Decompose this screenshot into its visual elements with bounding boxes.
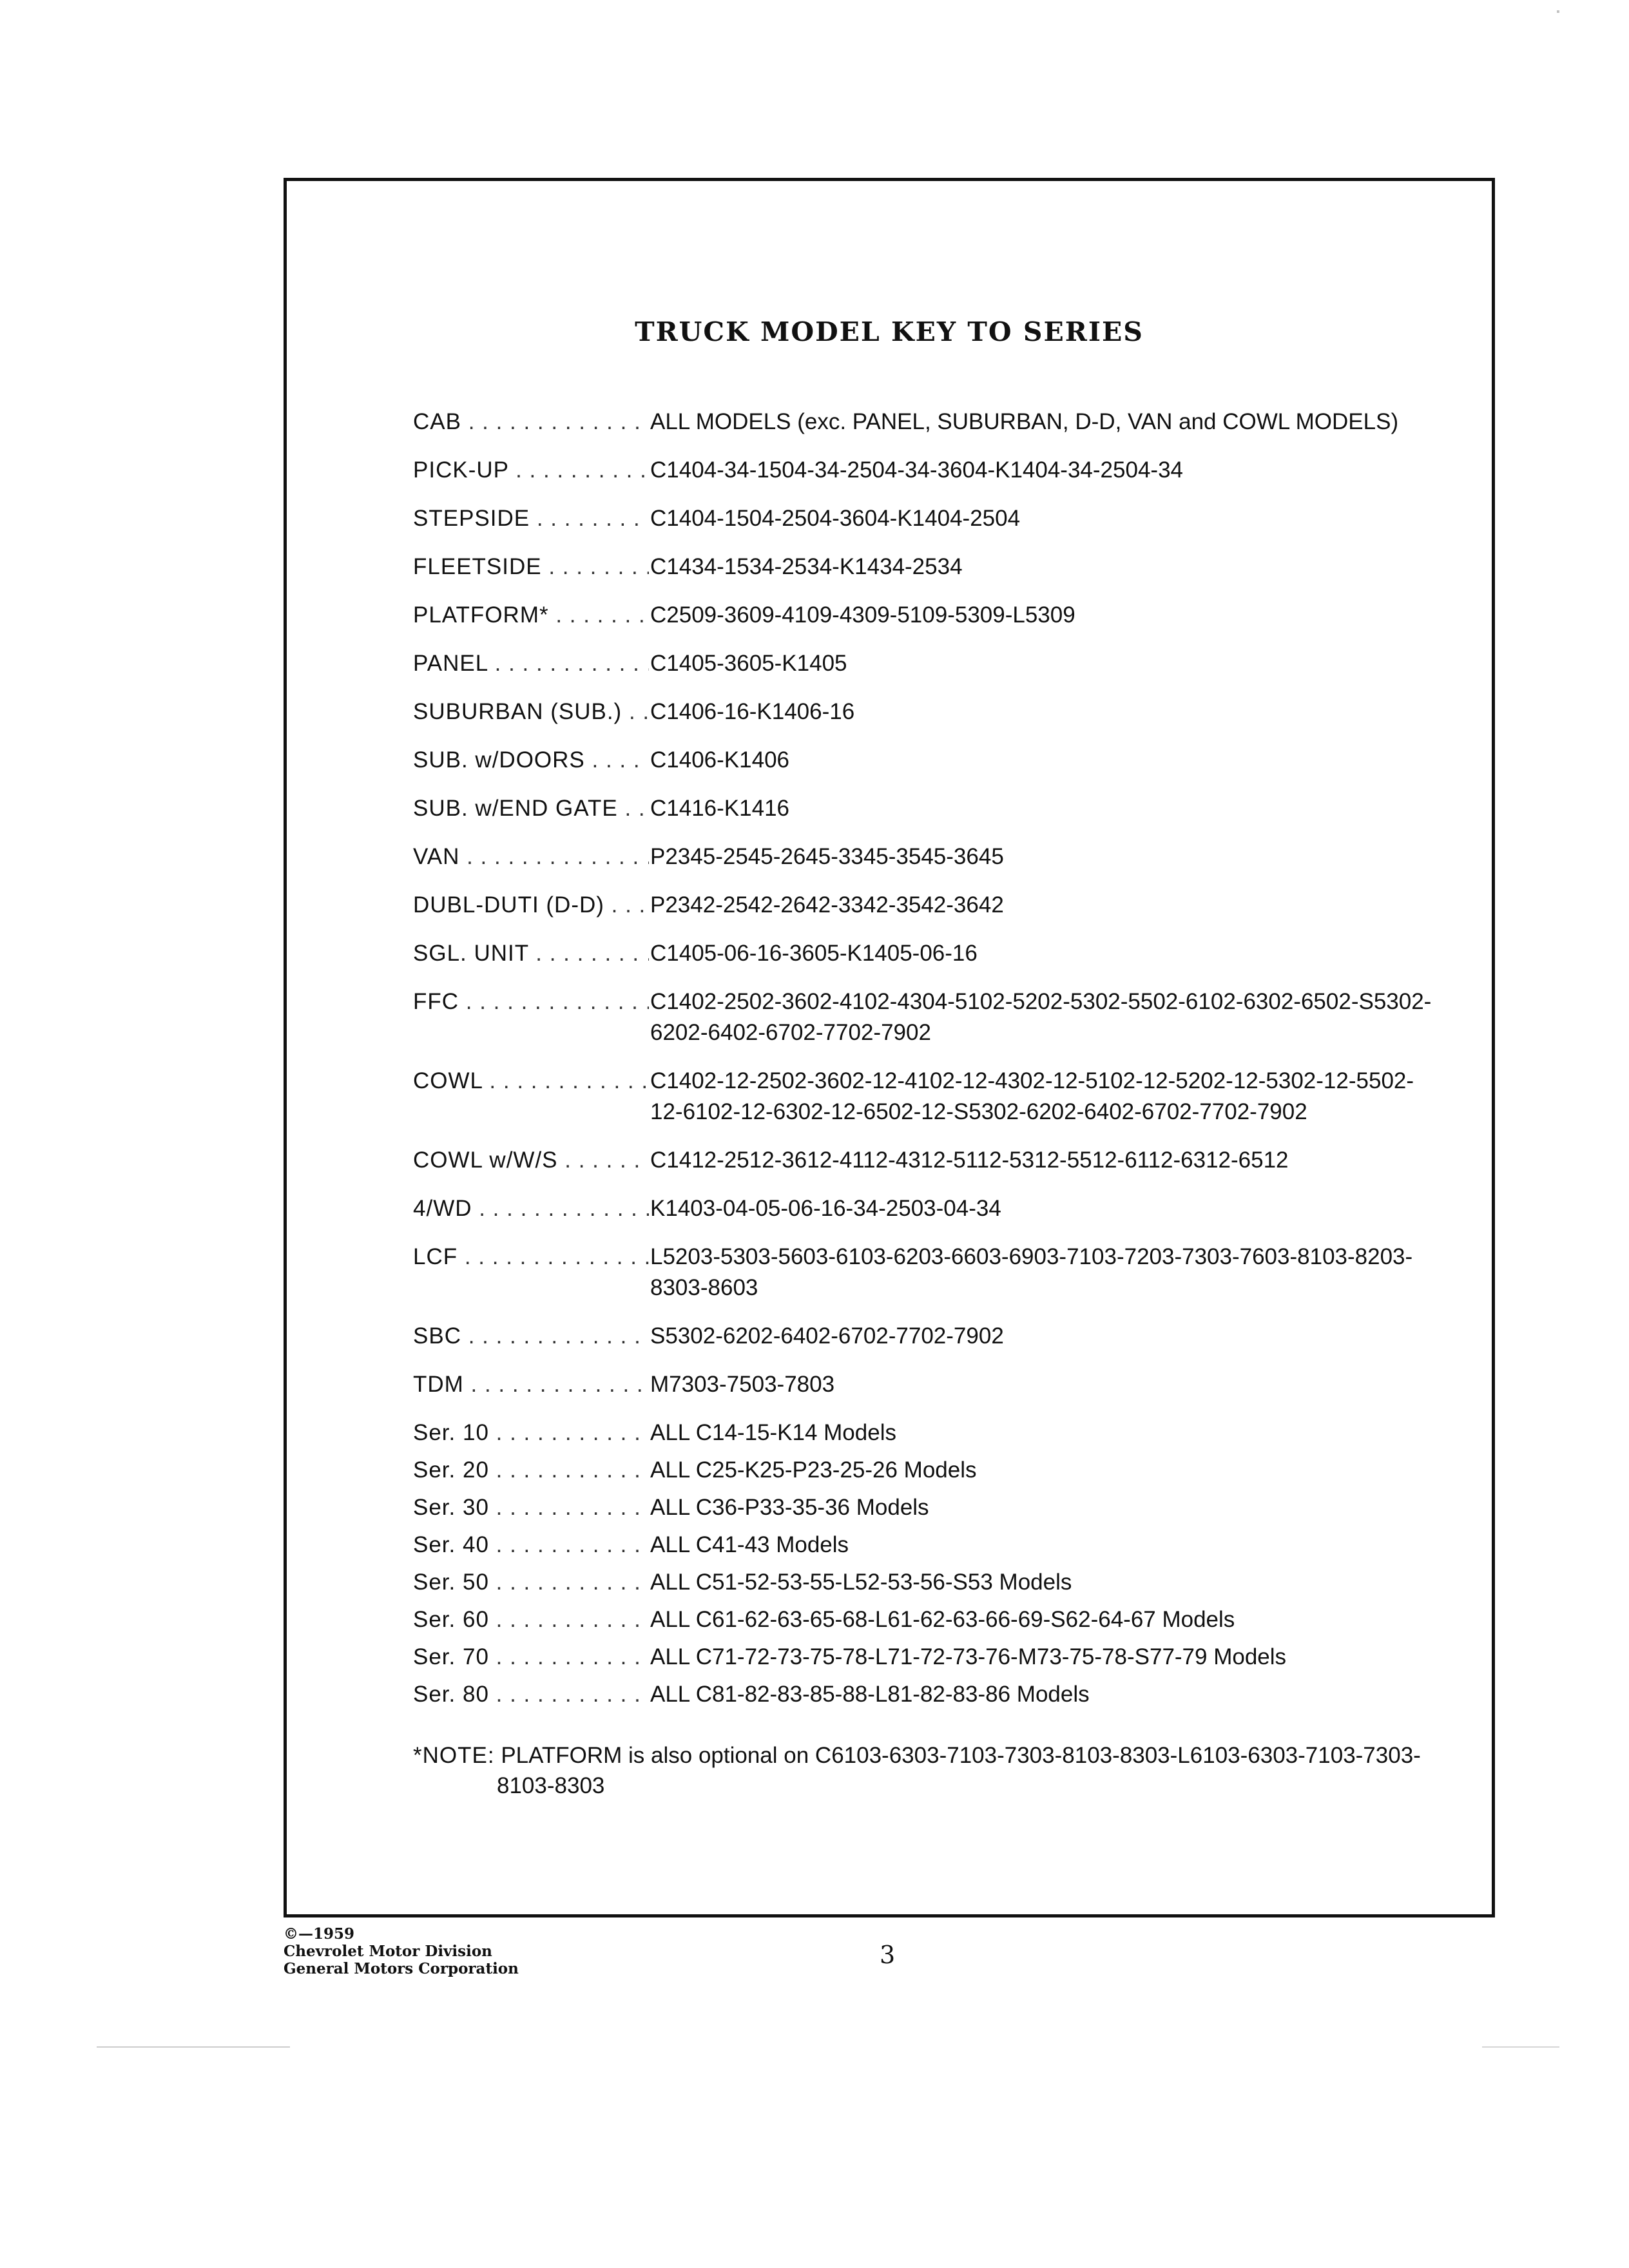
row-label: CAB . . . <box>413 407 649 437</box>
note-text: PLATFORM is also optional on C6103-6303-7103-7303-8103-8303-L6103-6303-7103-7303- <box>501 1743 1421 1768</box>
row-label: COWL . . . <box>413 1066 649 1097</box>
list-item <box>413 455 1444 486</box>
row-value: ALL C41-43 Models <box>650 1532 849 1557</box>
list-item <box>413 648 1444 679</box>
publisher-credit <box>284 1925 519 1977</box>
row-value: M7303-7503-7803 <box>650 1372 835 1397</box>
row-label: SBC . . . <box>413 1321 649 1352</box>
row-value: C1402-2502-3602-4102-4304-5102-5202-5302-5502-6102-6302-6502-S5302-6202-6402-6702-7702-7902 <box>650 989 1432 1045</box>
list-item <box>413 1492 1444 1523</box>
row-label: DUBL-DUTI (D-D) . . . <box>413 890 649 921</box>
note-continuation: 8103-8303 <box>497 1773 605 1798</box>
note-label: *NOTE: <box>413 1743 495 1768</box>
row-value: C1416-K1416 <box>650 796 789 821</box>
list-item <box>413 1642 1444 1673</box>
row-label: 4/WD . . . <box>413 1193 649 1224</box>
row-label: PLATFORM* . . . <box>413 600 649 631</box>
row-label: Ser. 10 . . . <box>413 1418 649 1448</box>
copyright-line: ©—1959 <box>284 1925 355 1943</box>
scan-speck <box>1557 10 1559 13</box>
model-key-list <box>413 407 1444 1716</box>
row-label: PICK-UP . . . <box>413 455 649 486</box>
row-value: C1412-2512-3612-4112-4312-5112-5312-5512-6112-6312-6512 <box>650 1148 1289 1173</box>
list-item <box>413 1604 1444 1635</box>
row-value: S5302-6202-6402-6702-7702-7902 <box>650 1323 1004 1349</box>
row-value: P2345-2545-2645-3345-3545-3645 <box>650 844 1004 869</box>
row-label: Ser. 70 . . . <box>413 1642 649 1673</box>
list-item <box>413 697 1444 727</box>
row-label: FLEETSIDE . . . <box>413 552 649 582</box>
list-item <box>413 552 1444 582</box>
list-item <box>413 1369 1444 1400</box>
row-label: STEPSIDE . . . <box>413 503 649 534</box>
row-value: ALL MODELS (exc. PANEL, SUBURBAN, D-D, VAN and COWL MODELS) <box>650 409 1399 434</box>
list-item <box>413 793 1444 824</box>
row-label: SUB. w/END GATE . . . <box>413 793 649 824</box>
row-value: ALL C71-72-73-75-78-L71-72-73-76-M73-75-78-S77-79 Models <box>650 1644 1287 1669</box>
document-frame <box>284 178 1495 1917</box>
list-item <box>413 1321 1444 1352</box>
corporation-line: General Motors Corporation <box>284 1960 519 1977</box>
row-value: K1403-04-05-06-16-34-2503-04-34 <box>650 1196 1001 1221</box>
row-value: C1402-12-2502-3602-12-4102-12-4302-12-5102-12-5202-12-5302-12-5502-12-6102-12-6302-12-6502-12-S5302-6202-6402-6702-7702-7902 <box>650 1068 1414 1124</box>
list-item <box>413 745 1444 776</box>
page-title: TRUCK MODEL KEY TO SERIES <box>635 316 1144 347</box>
list-item <box>413 407 1444 437</box>
list-item <box>413 503 1444 534</box>
list-item <box>413 1193 1444 1224</box>
row-value: C1404-1504-2504-3604-K1404-2504 <box>650 506 1021 531</box>
row-value: P2342-2542-2642-3342-3542-3642 <box>650 892 1004 918</box>
row-label: FFC . . . <box>413 986 649 1017</box>
row-label: Ser. 30 . . . <box>413 1492 649 1523</box>
list-item <box>413 1455 1444 1486</box>
list-item <box>413 1145 1444 1176</box>
row-label: Ser. 60 . . . <box>413 1604 649 1635</box>
row-value: C1406-16-K1406-16 <box>650 699 855 724</box>
page-number: 3 <box>880 1941 896 1969</box>
list-item <box>413 1418 1444 1448</box>
row-label: Ser. 40 . . . <box>413 1530 649 1561</box>
row-label: Ser. 20 . . . <box>413 1455 649 1486</box>
list-item <box>413 1066 1444 1128</box>
row-label: VAN . . . <box>413 841 649 872</box>
row-value: ALL C61-62-63-65-68-L61-62-63-66-69-S62-64-67 Models <box>650 1607 1235 1632</box>
row-value: ALL C51-52-53-55-L52-53-56-S53 Models <box>650 1570 1072 1595</box>
row-value: C1405-06-16-3605-K1405-06-16 <box>650 941 978 966</box>
scan-speck <box>1482 2046 1559 2048</box>
division-line: Chevrolet Motor Division <box>284 1943 492 1960</box>
row-label: PANEL . . . <box>413 648 649 679</box>
row-value: L5203-5303-5603-6103-6203-6603-6903-7103-7203-7303-7603-8103-8203-8303-8603 <box>650 1244 1413 1300</box>
row-label: TDM . . . <box>413 1369 649 1400</box>
list-item <box>413 1242 1444 1303</box>
list-item <box>413 938 1444 969</box>
list-item <box>413 1679 1444 1710</box>
row-value: ALL C81-82-83-85-88-L81-82-83-86 Models <box>650 1682 1090 1707</box>
row-label: LCF . . . <box>413 1242 649 1273</box>
row-value: C1406-K1406 <box>650 747 789 773</box>
row-label: Ser. 50 . . . <box>413 1567 649 1598</box>
row-value: C1404-34-1504-34-2504-34-3604-K1404-34-2504-34 <box>650 457 1183 483</box>
row-label: COWL w/W/S . . . <box>413 1145 649 1176</box>
list-item <box>413 841 1444 872</box>
list-item <box>413 600 1444 631</box>
list-item <box>413 890 1444 921</box>
row-label: Ser. 80 . . . <box>413 1679 649 1710</box>
row-value: C1405-3605-K1405 <box>650 651 847 676</box>
row-value: ALL C25-K25-P23-25-26 Models <box>650 1457 977 1483</box>
row-value: C2509-3609-4109-4309-5109-5309-L5309 <box>650 602 1075 628</box>
list-item <box>413 1530 1444 1561</box>
row-value: ALL C14-15-K14 Models <box>650 1420 896 1445</box>
row-value: C1434-1534-2534-K1434-2534 <box>650 554 963 579</box>
row-label: SUBURBAN (SUB.) . . . <box>413 697 649 727</box>
list-item <box>413 1567 1444 1598</box>
list-item <box>413 986 1444 1048</box>
platform-note <box>413 1740 1444 1801</box>
scan-speck <box>97 2046 290 2048</box>
row-label: SUB. w/DOORS . . . <box>413 745 649 776</box>
row-value: ALL C36-P33-35-36 Models <box>650 1495 929 1520</box>
row-label: SGL. UNIT . . . <box>413 938 649 969</box>
